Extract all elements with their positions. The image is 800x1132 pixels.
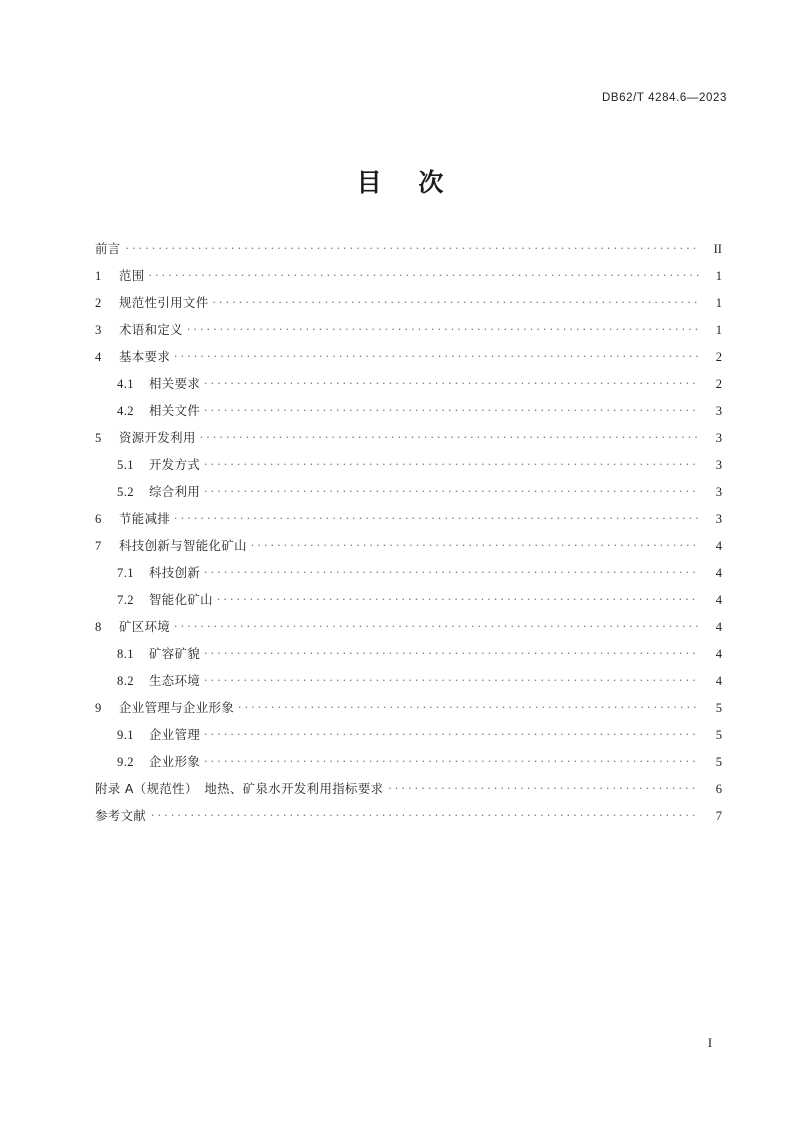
toc-entry-label: 相关文件	[149, 403, 201, 418]
toc-entry-label: 资源开发利用	[119, 430, 196, 445]
toc-entry-label: 附录 A（规范性） 地热、矿泉水开发利用指标要求	[95, 781, 384, 796]
toc-entry[interactable]	[95, 536, 722, 563]
toc-entry-page-number: 5	[715, 728, 722, 742]
toc-entry[interactable]	[95, 509, 722, 536]
toc-entry[interactable]	[95, 401, 722, 428]
toc-entry-label: 前言	[95, 241, 121, 256]
toc-entry-number: 7.2	[117, 593, 134, 607]
toc-dot-leader	[174, 619, 699, 631]
toc-entry-label: 术语和定义	[119, 322, 183, 337]
toc-entry[interactable]	[95, 455, 722, 482]
toc-entry-number: 7.1	[117, 566, 134, 580]
toc-entry[interactable]	[95, 374, 722, 401]
toc-entry[interactable]	[95, 698, 722, 725]
toc-entry-label: 参考文献	[95, 808, 147, 823]
toc-dot-leader	[238, 700, 699, 712]
toc-entry-page-number: II	[713, 242, 722, 256]
toc-entry-page-number: 3	[715, 431, 722, 445]
toc-entry-page-number: 4	[715, 566, 722, 580]
toc-entry-page-number: 4	[715, 674, 722, 688]
toc-entry-label: 企业形象	[149, 754, 201, 769]
toc-entry-page-number: 1	[715, 269, 722, 283]
toc-entry[interactable]	[95, 266, 722, 293]
toc-entry-number: 9.2	[117, 755, 134, 769]
table-of-contents	[95, 239, 722, 833]
toc-entry-page-number: 4	[715, 539, 722, 553]
toc-entry-label: 节能减排	[119, 511, 171, 526]
toc-entry-number: 3	[95, 323, 102, 337]
toc-entry[interactable]	[95, 671, 722, 698]
toc-entry-label: 综合利用	[149, 484, 201, 499]
toc-entry-label: 基本要求	[119, 349, 171, 364]
toc-entry-label: 矿区环境	[119, 619, 171, 634]
toc-entry[interactable]	[95, 806, 722, 833]
toc-entry-page-number: 6	[715, 782, 722, 796]
toc-entry-number: 2	[95, 296, 102, 310]
toc-entry[interactable]	[95, 293, 722, 320]
toc-entry[interactable]	[95, 320, 722, 347]
toc-entry-page-number: 3	[715, 485, 722, 499]
toc-entry-number: 4	[95, 350, 102, 364]
toc-entry-label: 范围	[119, 268, 145, 283]
toc-entry-number: 5	[95, 431, 102, 445]
toc-entry-number: 8.2	[117, 674, 134, 688]
toc-dot-leader	[151, 808, 699, 820]
toc-entry-label: 企业管理	[149, 727, 201, 742]
toc-entry-number: 9	[95, 701, 102, 715]
toc-entry-number: 7	[95, 539, 102, 553]
toc-entry[interactable]	[95, 644, 722, 671]
toc-entry-label: 科技创新	[149, 565, 201, 580]
toc-entry-label: 矿容矿貌	[149, 646, 201, 661]
toc-dot-leader	[174, 511, 699, 523]
toc-entry-page-number: 1	[715, 323, 722, 337]
toc-dot-leader	[200, 430, 699, 442]
toc-entry-page-number: 2	[715, 377, 722, 391]
toc-entry-page-number: 3	[715, 512, 722, 526]
toc-dot-leader	[126, 241, 699, 253]
toc-entry-number: 8.1	[117, 647, 134, 661]
toc-dot-leader	[388, 781, 699, 793]
toc-entry-page-number: 5	[715, 755, 722, 769]
toc-dot-leader	[204, 565, 699, 577]
toc-entry-page-number: 3	[715, 458, 722, 472]
toc-entry-number: 4.2	[117, 404, 134, 418]
toc-entry-page-number: 2	[715, 350, 722, 364]
toc-entry-label: 智能化矿山	[149, 592, 213, 607]
toc-dot-leader	[204, 457, 699, 469]
toc-entry-number: 5.1	[117, 458, 134, 472]
toc-dot-leader	[174, 349, 699, 361]
toc-dot-leader	[217, 592, 699, 604]
toc-entry[interactable]	[95, 482, 722, 509]
toc-entry-page-number: 4	[715, 593, 722, 607]
toc-entry-number: 5.2	[117, 485, 134, 499]
toc-dot-leader	[204, 376, 699, 388]
toc-entry-label: 科技创新与智能化矿山	[119, 538, 247, 553]
toc-entry-number: 9.1	[117, 728, 134, 742]
toc-entry[interactable]	[95, 428, 722, 455]
toc-entry[interactable]	[95, 347, 722, 374]
toc-entry-page-number: 4	[715, 647, 722, 661]
page-title: 目 次	[356, 168, 458, 197]
toc-entry-page-number: 7	[715, 809, 722, 823]
toc-dot-leader	[187, 322, 699, 334]
toc-entry-label: 相关要求	[149, 376, 201, 391]
toc-entry[interactable]	[95, 239, 722, 266]
toc-dot-leader	[149, 268, 699, 280]
toc-entry-page-number: 5	[715, 701, 722, 715]
toc-entry[interactable]	[95, 617, 722, 644]
toc-dot-leader	[204, 673, 699, 685]
toc-dot-leader	[204, 754, 699, 766]
toc-entry-label: 规范性引用文件	[119, 295, 209, 310]
footer-page-number: I	[707, 1036, 712, 1050]
toc-entry[interactable]	[95, 563, 722, 590]
toc-entry[interactable]	[95, 590, 722, 617]
toc-entry-label: 企业管理与企业形象	[119, 700, 235, 715]
toc-dot-leader	[204, 403, 699, 415]
toc-entry-page-number: 4	[715, 620, 722, 634]
toc-entry-page-number: 1	[715, 296, 722, 310]
toc-entry-number: 8	[95, 620, 102, 634]
toc-entry-label: 开发方式	[149, 457, 201, 472]
toc-entry[interactable]	[95, 752, 722, 779]
toc-entry-label: 生态环境	[149, 673, 201, 688]
toc-entry[interactable]	[95, 725, 722, 752]
toc-entry[interactable]	[95, 779, 722, 806]
toc-dot-leader	[204, 646, 699, 658]
toc-dot-leader	[204, 484, 699, 496]
toc-entry-number: 1	[95, 269, 102, 283]
toc-entry-page-number: 3	[715, 404, 722, 418]
toc-dot-leader	[204, 727, 699, 739]
toc-entry-number: 6	[95, 512, 102, 526]
running-header-standard-code: DB62/T 4284.6—2023	[601, 92, 727, 104]
toc-entry-number: 4.1	[117, 377, 134, 391]
toc-dot-leader	[251, 538, 699, 550]
toc-dot-leader	[213, 295, 699, 307]
